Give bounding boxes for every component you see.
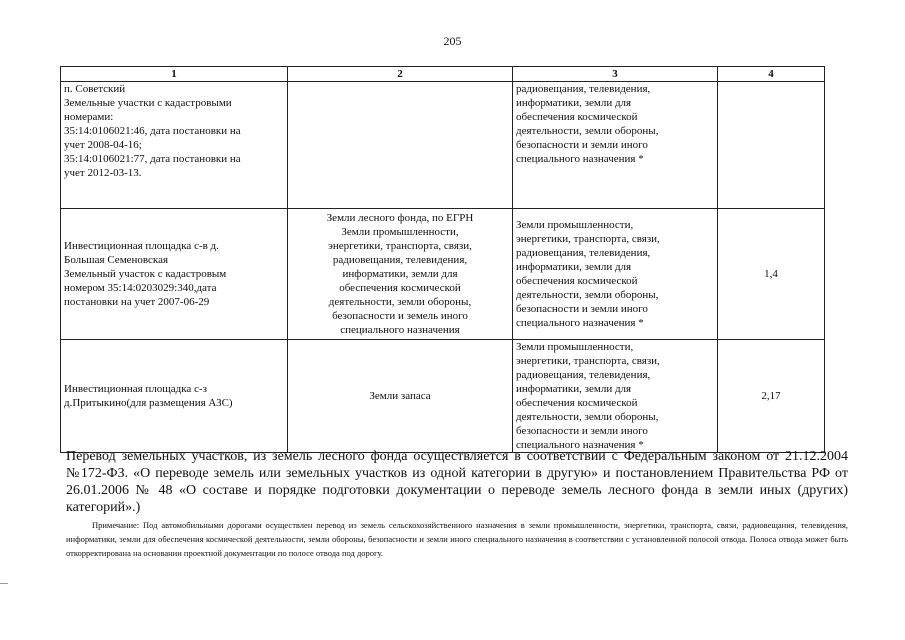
- cell-line: Большая Семеновская: [64, 254, 169, 266]
- note-paragraph: [66, 518, 848, 560]
- row-2-target-category: [513, 209, 718, 340]
- cell-line: обеспечения космической: [516, 111, 638, 123]
- cell-line: информатики, земли для: [342, 268, 458, 280]
- note-text: Примечание: Под автомобильными дорогами осуществлен перевод из земель сельскохозяйственного назначения в земли промышленности, энергетики, транспорта, связи, радиовещания, телевидения, информатики, земли для обеспечения космической деятельности, земли обороны, безопасности и земли иного специального назначения в соответствии с установленной полосой отвода. Полоса отвода может быть откорректирована на основании проектной документации по полосе отвода под дорогу.: [66, 520, 848, 558]
- row-1-location: [61, 82, 288, 209]
- row-2-area: 1,4: [718, 209, 825, 340]
- table-row: [61, 82, 825, 209]
- header-col-1: 1: [61, 67, 288, 82]
- cell-line: информатики, земли для: [516, 261, 632, 273]
- cell-line: безопасности и земли иного: [516, 303, 648, 315]
- cell-line: специального назначения: [340, 324, 460, 336]
- cell-line: деятельности, земли обороны,: [328, 296, 472, 308]
- cell-line: безопасности и земли иного: [516, 425, 648, 437]
- row-1-current-category: [288, 82, 513, 209]
- cell-line: п. Советский: [64, 83, 126, 95]
- cell-line: Земельные участки с кадастровыми: [64, 97, 232, 109]
- cell-line: деятельности, земли обороны,: [516, 125, 659, 137]
- cell-line: радиовещания, телевидения,: [516, 369, 651, 381]
- cell-line: Земли промышленности,: [516, 341, 634, 353]
- row-3-location: [61, 340, 288, 453]
- cell-line: радиовещания, телевидения,: [332, 254, 468, 266]
- cell-line: Земли лесного фонда, по ЕГРН: [326, 212, 474, 224]
- cell-line: информатики, земли для: [516, 97, 632, 109]
- cell-line: безопасности и земель иного: [332, 310, 468, 322]
- cell-line: энергетики, транспорта, связи,: [328, 240, 472, 252]
- cell-line: обеспечения космической: [516, 397, 638, 409]
- cell-line: информатики, земли для: [516, 383, 632, 395]
- cell-line: 35:14:0106021:46, дата постановки на: [64, 125, 241, 137]
- row-1-area: [718, 82, 825, 209]
- cell-line: Инвестиционная площадка с-в д.: [64, 240, 219, 252]
- page-number: 205: [443, 34, 462, 48]
- row-1-target-category: [513, 82, 718, 209]
- cell-line: специального назначения *: [516, 439, 644, 451]
- cell-line: Земли запаса: [369, 390, 431, 402]
- cell-line: специального назначения *: [516, 153, 644, 165]
- cell-line: радиовещания, телевидения,: [516, 247, 651, 259]
- cell-line: Земли промышленности,: [341, 226, 459, 238]
- row-2-current-category: [288, 209, 513, 340]
- cell-line: безопасности и земли иного: [516, 139, 648, 151]
- transfer-paragraph: Перевод земельных участков, из земель лесного фонда осуществляется в соответствии с Федеральным законом от 21.12.2004 №172-ФЗ. «О переводе земель или земельных участков из одной категории в другую» и постановлением Правительства РФ от 26.01.2006 № 48 «О составе и порядке подготовки документации о переводе земель лесного фонда в земли иных (других) категорий».): [66, 449, 848, 515]
- header-col-3: 3: [513, 67, 718, 82]
- cell-line: учет 2012-03-13.: [64, 167, 142, 179]
- cell-line: радиовещания, телевидения,: [516, 83, 651, 95]
- cell-line: деятельности, земли обороны,: [516, 411, 659, 423]
- margin-mark: [0, 583, 8, 584]
- row-3-target-category: [513, 340, 718, 453]
- cell-line: 35:14:0106021:77, дата постановки на: [64, 153, 241, 165]
- header-col-4: 4: [718, 67, 825, 82]
- cell-line: постановки на учет 2007-06-29: [64, 296, 210, 308]
- row-3-area: 2,17: [718, 340, 825, 453]
- row-3-current-category: [288, 340, 513, 453]
- cell-line: учет 2008-04-16;: [64, 139, 142, 151]
- cell-line: деятельности, земли обороны,: [516, 289, 659, 301]
- cell-line: обеспечения космической: [339, 282, 461, 294]
- header-col-2: 2: [288, 67, 513, 82]
- table-row: [61, 209, 825, 340]
- cell-line: номерами:: [64, 111, 114, 123]
- table-row: [61, 340, 825, 453]
- cell-line: Инвестиционная площадка с-з: [64, 383, 207, 395]
- cell-line: обеспечения космической: [516, 275, 638, 287]
- cell-line: энергетики, транспорта, связи,: [516, 355, 660, 367]
- table-header-row: [61, 67, 825, 82]
- cell-line: специального назначения *: [516, 317, 644, 329]
- cell-line: энергетики, транспорта, связи,: [516, 233, 660, 245]
- cell-line: номером 35:14:0203029:340,дата: [64, 282, 217, 294]
- cell-line: Земельный участок с кадастровым: [64, 268, 227, 280]
- cell-line: д.Притыкино(для размещения АЗС): [64, 397, 233, 409]
- cell-line: Земли промышленности,: [516, 219, 634, 231]
- row-2-location: [61, 209, 288, 340]
- land-table: [60, 66, 825, 453]
